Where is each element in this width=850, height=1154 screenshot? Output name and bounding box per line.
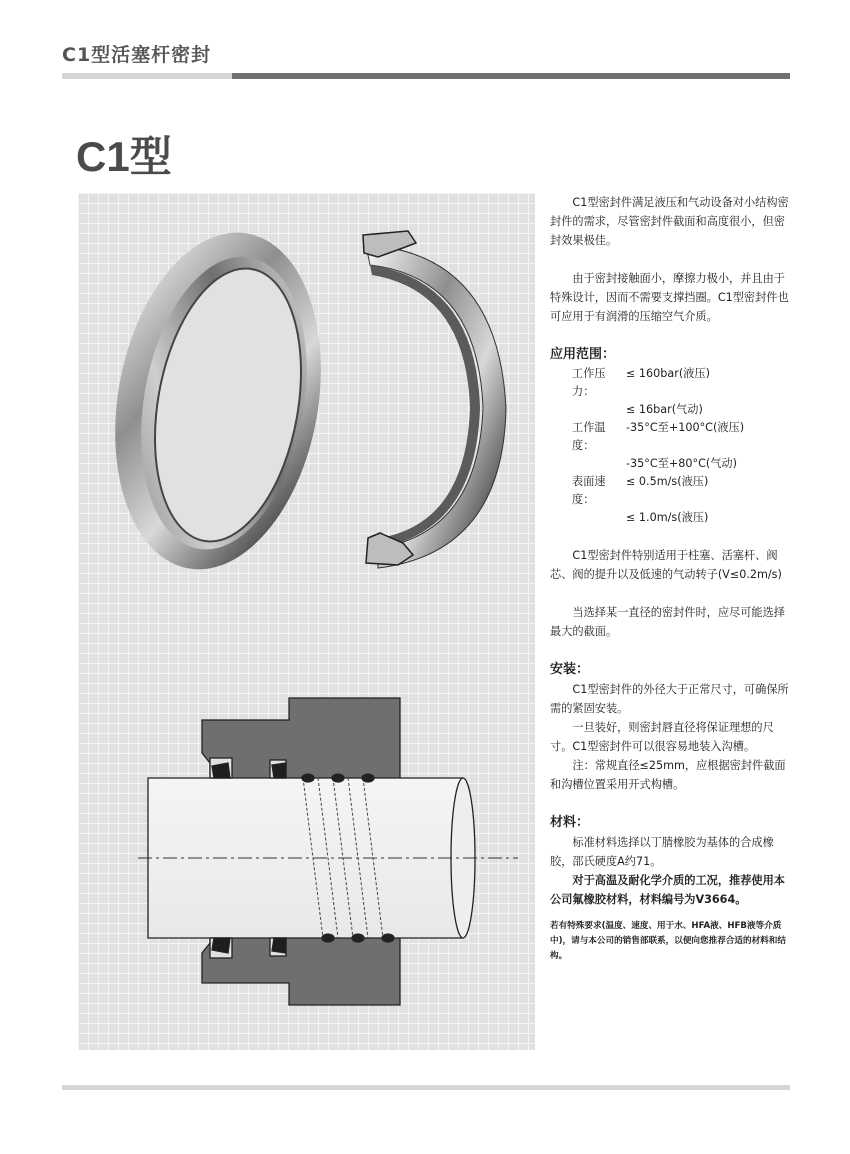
spec-label: 工作压力： <box>572 367 606 398</box>
seal-illustration <box>78 193 535 1050</box>
spec-value: ≤ 16bar(气动) <box>626 403 703 416</box>
spec-label: 表面速度： <box>572 475 606 506</box>
material-paragraph-1: 标准材料选择以丁腈橡胶为基体的合成橡胶，邵氏硬度A约71。 <box>550 836 774 868</box>
footnote: 若有特殊要求(温度、速度、用于水、HFA液、HFB液等介质中)，请与本公司的销售部联系，以便向您推荐合适的材料和结构。 <box>550 921 786 961</box>
application-heading: 应用范围： <box>550 347 616 362</box>
spec-row <box>550 473 790 509</box>
full-ring-image <box>90 216 346 586</box>
footer-rule <box>62 1085 790 1090</box>
spec-value: -35°C至+100°C(液压) <box>626 421 745 434</box>
spec-value: ≤ 0.5m/s(液压) <box>626 475 709 488</box>
installation-paragraph-3: 注：常规直径≤25mm，应根据密封件截面和沟槽位置采用开式构槽。 <box>550 759 786 791</box>
spec-row <box>550 365 790 401</box>
intro-paragraph-1: C1型密封件满足液压和气动设备对小结构密封件的需求，尽管密封件截面和高度很小，但密封效果极佳。 <box>550 196 789 247</box>
figure-panel <box>78 193 535 1050</box>
spec-label <box>572 455 626 473</box>
spec-value: ≤ 1.0m/s(液压) <box>626 511 709 524</box>
spec-label <box>572 401 626 419</box>
spec-row <box>550 509 790 527</box>
application-note-1: C1型密封件特别适用于柱塞、活塞杆、阀芯、阀的提升以及低速的气动转子(V≤0.2m/s) <box>550 549 782 581</box>
spec-row <box>550 419 790 455</box>
page-title: C1型 <box>76 133 172 180</box>
material-heading: 材料： <box>550 815 590 830</box>
header-rule-dark <box>232 73 790 79</box>
spec-label: 工作温度： <box>572 421 606 452</box>
spec-row <box>550 401 790 419</box>
installation-heading: 安装： <box>550 662 590 677</box>
header-rule-light <box>62 73 232 79</box>
cross-section-drawing <box>138 698 518 1005</box>
intro-paragraph-2: 由于密封接触面小，摩擦力极小，并且由于特殊设计，因而不需要支撑挡圈。C1型密封件也可应用于有润滑的压缩空气介质。 <box>550 272 789 323</box>
header-title: C1型活塞杆密封 <box>62 44 212 66</box>
spec-value: -35°C至+80°C(气动) <box>626 457 737 470</box>
cut-ring-image <box>363 231 506 568</box>
spec-value: ≤ 160bar(液压) <box>626 367 710 380</box>
installation-paragraph-2: 一旦装好，则密封唇直径将保证理想的尺寸。C1型密封件可以很容易地装入沟槽。 <box>550 721 774 753</box>
installation-paragraph-1: C1型密封件的外径大于正常尺寸，可确保所需的紧固安装。 <box>550 683 789 715</box>
application-note-2: 当选择某一直径的密封件时，应尽可能选择最大的截面。 <box>550 606 785 638</box>
material-paragraph-2: 对于高温及耐化学介质的工况，推荐使用本公司氟橡胶材料，材料编号为V3664。 <box>550 874 785 906</box>
spec-label <box>572 509 626 527</box>
spec-row <box>550 455 790 473</box>
application-spec-list <box>550 365 790 527</box>
text-column <box>550 193 790 964</box>
